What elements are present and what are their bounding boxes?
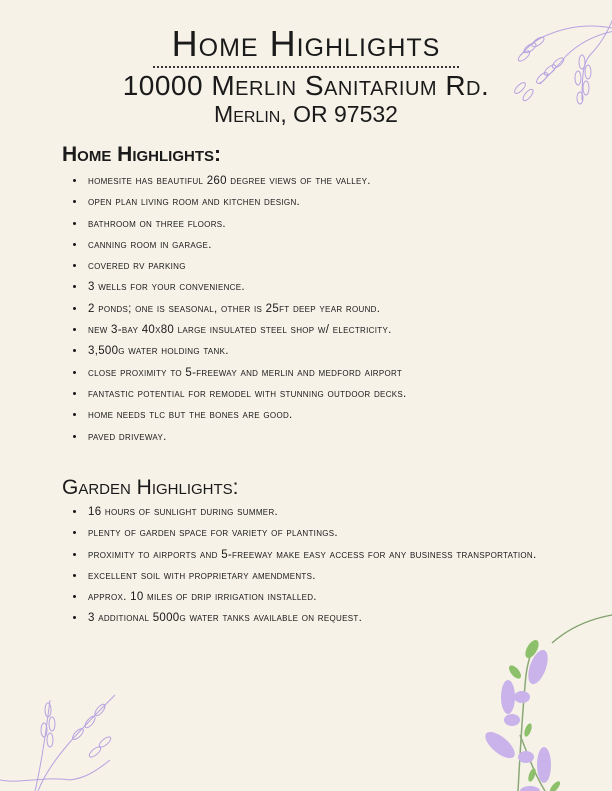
list-item: • 16 hours of sunlight during summer.	[86, 502, 566, 523]
list-item: • new 3-bay 40x80 large insulated steel shop w/ electricity.	[86, 320, 566, 341]
list-item: • approx. 10 miles of drip irrigation installed.	[86, 587, 566, 608]
property-address: 10000 Merlin Sanitarium Rd.	[122, 70, 490, 101]
list-item: • paved driveway.	[86, 427, 566, 448]
page-title: Home Highlights	[171, 23, 441, 64]
list-item: • plenty of garden space for variety of plantings.	[86, 523, 566, 544]
lavender-flowers-bottom-right-icon	[470, 605, 612, 791]
lavender-sprig-bottom-left-icon	[0, 680, 130, 791]
list-item: • covered rv parking	[86, 256, 566, 277]
list-item: • 2 ponds; one is seasonal, other is 25ft deep year round.	[86, 299, 566, 320]
list-item: • canning room in garage.	[86, 235, 566, 256]
home-highlights-heading: Home Highlights:	[62, 143, 221, 166]
list-item: • fantastic potential for remodel with stunning outdoor decks.	[86, 384, 566, 405]
list-item: • close proximity to 5-freeway and merlin and medford airport	[86, 363, 566, 384]
list-item: • 3,500g water holding tank.	[86, 341, 566, 362]
garden-highlights-heading: Garden Highlights:	[62, 476, 239, 499]
list-item: • 3 additional 5000g water tanks available on request.	[86, 608, 566, 629]
list-item: • proximity to airports and 5-freeway make easy access for any business transportation.	[86, 545, 566, 566]
home-highlights-list	[68, 171, 566, 448]
garden-highlights-list	[68, 502, 566, 630]
property-city-state-zip: Merlin, OR 97532	[214, 101, 398, 127]
list-item: • home needs tlc but the bones are good.	[86, 405, 566, 426]
list-item: • open plan living room and kitchen design.	[86, 192, 566, 213]
list-item: • bathroom on three floors.	[86, 214, 566, 235]
list-item: • homesite has beautiful 260 degree views of the valley.	[86, 171, 566, 192]
list-item: • 3 wells for your convenience.	[86, 277, 566, 298]
list-item: • excellent soil with proprietary amendments.	[86, 566, 566, 587]
